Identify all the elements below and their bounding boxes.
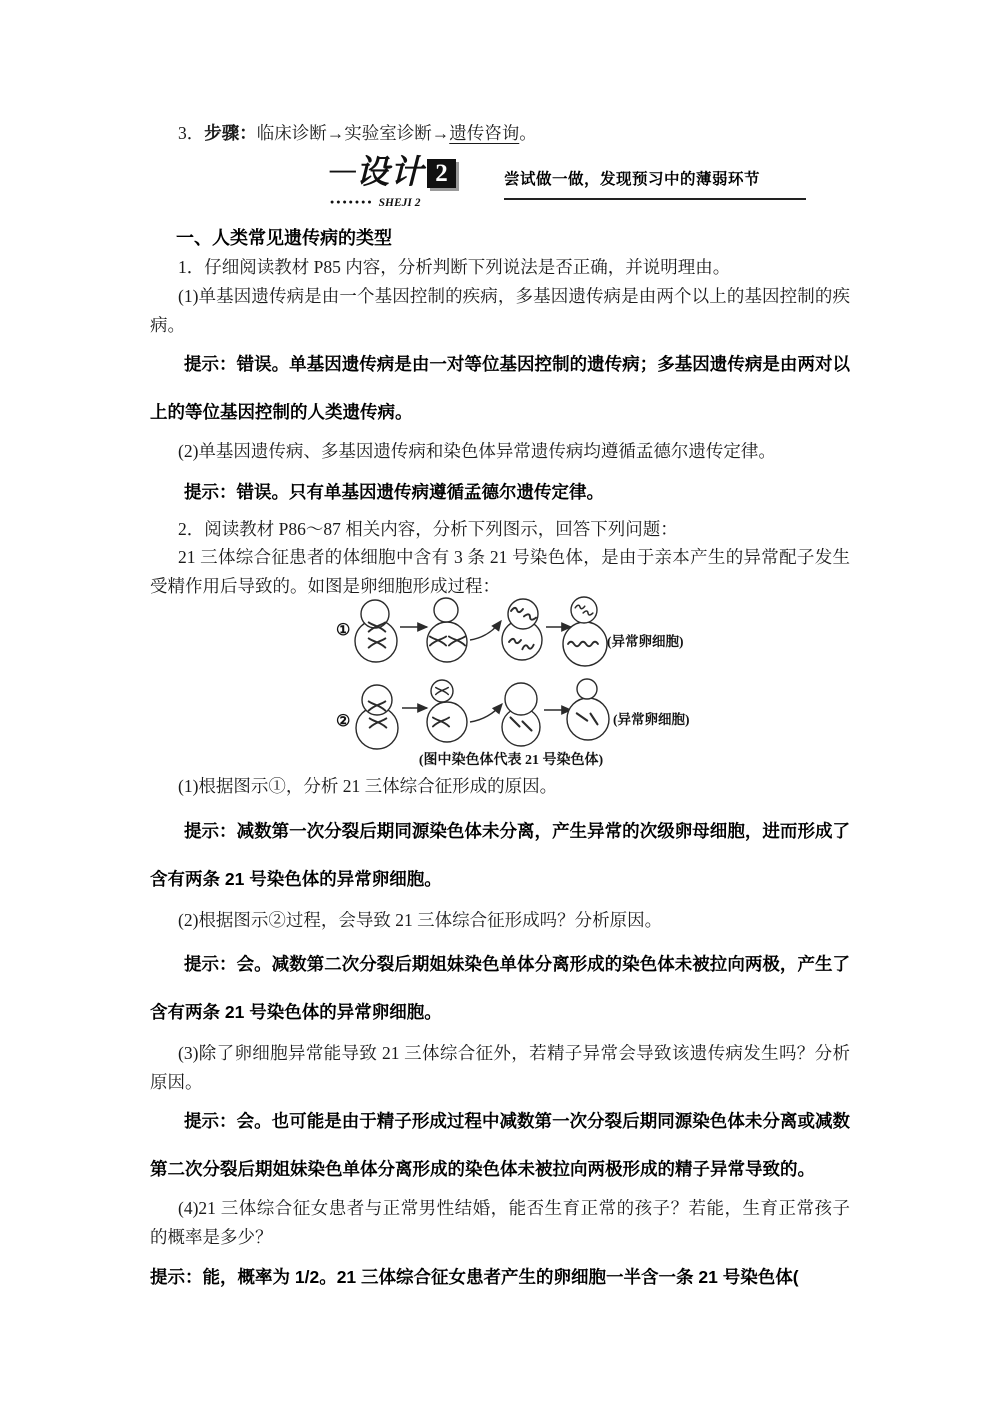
answer-1-1: 提示：错误。单基因遗传病是由一对等位基因控制的遗传病；多基因遗传病是由两对以上的等位基因控制的人类遗传病。 bbox=[150, 354, 850, 422]
egg-cell-formation-diagram bbox=[330, 594, 730, 779]
logo-number-badge: 2 bbox=[427, 159, 456, 188]
section-heading: 一、人类常见遗传病的类型 bbox=[176, 228, 392, 248]
curved-arrow-icon bbox=[470, 621, 501, 640]
logo-dash: — bbox=[330, 155, 356, 184]
step-number: 3． bbox=[178, 123, 205, 143]
anaphase-2-cell-2-nondisjunction bbox=[502, 683, 540, 746]
question-1: 1．仔细阅读教材 P85 内容，分析判断下列说法是否正确，并说明理由。 bbox=[178, 257, 731, 277]
sheji2-logo bbox=[330, 156, 478, 211]
sheji2-banner bbox=[330, 156, 806, 211]
logo-dots-icon: ●●●●●●● bbox=[330, 198, 374, 206]
step-period: 。 bbox=[519, 123, 537, 143]
abnormal-egg-label-2: (异常卵细胞) bbox=[613, 712, 690, 727]
anaphase-2-cell-1 bbox=[502, 599, 542, 660]
row-1-marker: ① bbox=[336, 622, 351, 639]
diagram-row-2 bbox=[336, 679, 690, 749]
step-term: 步骤： bbox=[204, 123, 257, 143]
diagram-row-1 bbox=[336, 597, 684, 666]
secondary-oocyte-1-nondisjunction bbox=[427, 598, 467, 662]
answer-1-2: 提示：错误。只有单基因遗传病遵循孟德尔遗传定律。 bbox=[184, 482, 604, 502]
question-2-item-1: (1)根据图示①，分析 21 三体综合征形成的原因。 bbox=[178, 776, 558, 796]
question-1-item-2: (2)单基因遗传病、多基因遗传病和染色体异常遗传病均遵循孟德尔遗传定律。 bbox=[178, 441, 776, 461]
sheji2-logo-main bbox=[330, 156, 478, 192]
question-2-item-3: (3)除了卵细胞异常能导致 21 三体综合征外，若精子异常会导致该遗传病发生吗？分析原因。 bbox=[150, 1043, 850, 1092]
abnormal-egg-1 bbox=[563, 597, 607, 666]
question-2-intro: 21 三体综合征患者的体细胞中含有 3 条 21 号染色体，是由于亲本产生的异常配子发生受精作用后导致的。如图是卵细胞形成过程： bbox=[150, 547, 850, 596]
sheji2-logo-sub bbox=[330, 193, 478, 211]
answer-2-1: 提示：减数第一次分裂后期同源染色体未分离，产生异常的次级卵母细胞，进而形成了含有两条 21 号染色体的异常卵细胞。 bbox=[150, 821, 850, 889]
question-2-item-2: (2)根据图示②过程，会导致 21 三体综合征形成吗？分析原因。 bbox=[178, 910, 663, 930]
question-1-item-1: (1)单基因遗传病是由一个基因控制的疾病，多基因遗传病是由两个以上的基因控制的疾病。 bbox=[150, 286, 850, 335]
row-2-marker: ② bbox=[336, 713, 351, 730]
step-line bbox=[150, 119, 850, 148]
question-2: 2．阅读教材 P86～87 相关内容，分析下列图示，回答下列问题： bbox=[178, 519, 678, 539]
step-underlined-term: 遗传咨询 bbox=[449, 123, 520, 143]
step-body: 临床诊断→实验室诊断→ bbox=[256, 123, 450, 143]
answer-2-3: 提示：会。也可能是由于精子形成过程中减数第一次分裂后期同源染色体未分离或减数第二次分裂后期姐妹染色单体分离形成的染色体未被拉向两极形成的精子异常导致的。 bbox=[150, 1111, 850, 1179]
answer-2-4: 提示：能，概率为 1/2。21 三体综合征女患者产生的卵细胞一半含一条 21 号染色体( bbox=[150, 1267, 799, 1287]
banner-tagline: 尝试做一做，发现预习中的薄弱环节 bbox=[504, 167, 806, 200]
curved-arrow-icon bbox=[470, 704, 502, 722]
answer-2-2: 提示：会。减数第二次分裂后期姐妹染色单体分离形成的染色体未被拉向两极，产生了含有两条 21 号染色体的异常卵细胞。 bbox=[150, 954, 850, 1022]
secondary-oocyte-2-normal bbox=[427, 680, 467, 742]
primary-oocyte-2 bbox=[356, 685, 398, 749]
primary-oocyte-1 bbox=[355, 600, 397, 662]
logo-title: 设计 bbox=[356, 155, 424, 191]
abnormal-egg-2 bbox=[567, 679, 609, 740]
logo-pinyin: SHEJI 2 bbox=[378, 197, 421, 209]
question-2-item-4: (4)21 三体综合征女患者与正常男性结婚，能否生育正常的孩子？若能，生育正常孩子的概率是多少？ bbox=[150, 1198, 850, 1247]
abnormal-egg-label-1: (异常卵细胞) bbox=[607, 634, 684, 649]
diagram-caption: (图中染色体代表 21 号染色体) bbox=[418, 753, 604, 768]
